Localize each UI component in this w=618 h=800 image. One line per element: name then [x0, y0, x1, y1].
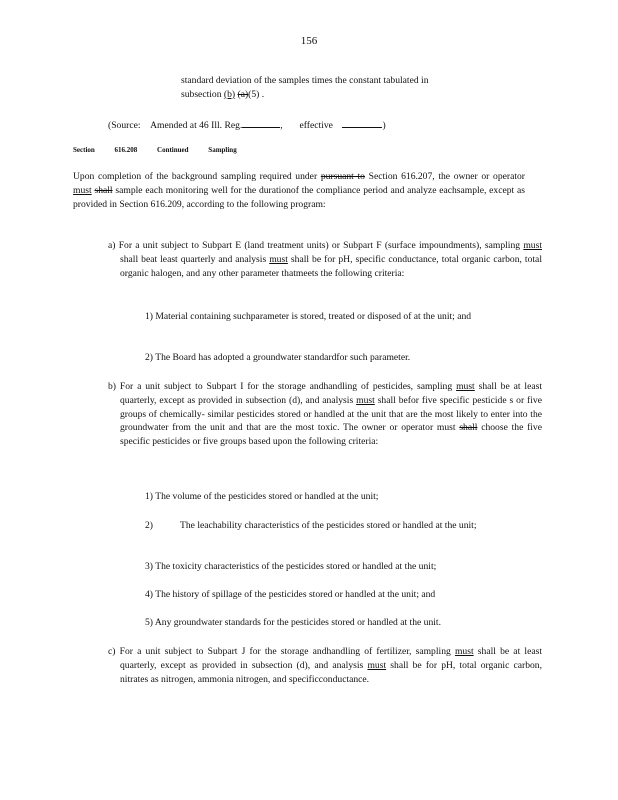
- subsection-b-item-4: 4) The history of spillage of the pesticides stored or handled at the unit; and: [145, 589, 436, 600]
- section-title: Sampling: [208, 146, 237, 154]
- subsection-a-item-1: 1) Material containing suchparameter is stored, treated or disposed of at the unit; and: [145, 311, 472, 322]
- subsection-a-item-2: 2) The Board has adopted a groundwater standardfor such parameter.: [145, 352, 411, 363]
- subsection-b-item-5: 5) Any groundwater standards for the pesticides stored or handled at the unit.: [145, 617, 441, 628]
- subsection-a: a) For a unit subject to Subpart E (land treatment units) or Subpart F (surface impoundments), sampling must shall beat least quarterly and analysis must shall be for pH, specific conductance, total organic carbon, total organic halogen, and any other parameter thatmeets the following criteria:: [108, 240, 542, 279]
- source-blank-2: [342, 117, 382, 128]
- source-note: (Source: Amended at 46 Ill. Reg. , effective ): [108, 117, 428, 133]
- subsection-c: c) For a unit subject to Subpart J for the storage andhandling of fertilizer, sampling must shall be at least quarterly, except as provided in subsection (d), and analysis must shall be for pH, total organic carbon, nitrates as nitrogen, ammonia nitrogen, and specificconductance.: [108, 646, 542, 685]
- section-label: Section: [73, 146, 95, 154]
- intro-paragraph: Upon completion of the background sampling required under pursuant to Section 616.207, the owner or operator must shall sample each monitoring well for the durationof the compliance period and analyze eachsample, except as provided in Section 616.209, according to the following program:: [73, 171, 525, 210]
- section-number: 616.208: [114, 146, 138, 154]
- page-number: 156: [300, 35, 318, 47]
- subsection-b-item-3: 3) The toxicity characteristics of the pesticides stored or handled at the unit;: [145, 561, 437, 572]
- continued-line-1: standard deviation of the samples times the constant tabulated in: [181, 75, 429, 86]
- item-2-text: The leachability characteristics of the pesticides stored or handled at the unit;: [180, 520, 477, 531]
- subsection-b: b) For a unit subject to Subpart I for the storage andhandling of pesticides, sampling must shall be at least quarterly, except as provided in subsection (d), and analysis must shall befor five specific pesticide s or five groups of chemically- similar pesticides stored or handled at the unit that are the most likely to enter into the groundwater from the unit and that are the most toxic. The owner or operator must shall choose the five specific pesticides or five groups based upon the following criteria:: [108, 381, 542, 448]
- section-continued: Continued: [157, 146, 189, 154]
- item-2-number: 2): [145, 520, 153, 531]
- source-blank-1: [242, 117, 280, 128]
- continued-text: [181, 74, 493, 102]
- subsection-b-item-2: [145, 519, 530, 533]
- continued-line-2: subsection (b) (a)(5) .: [181, 88, 265, 100]
- section-heading: [73, 144, 273, 158]
- subsection-b-item-1: 1) The volume of the pesticides stored or handled at the unit;: [145, 491, 379, 502]
